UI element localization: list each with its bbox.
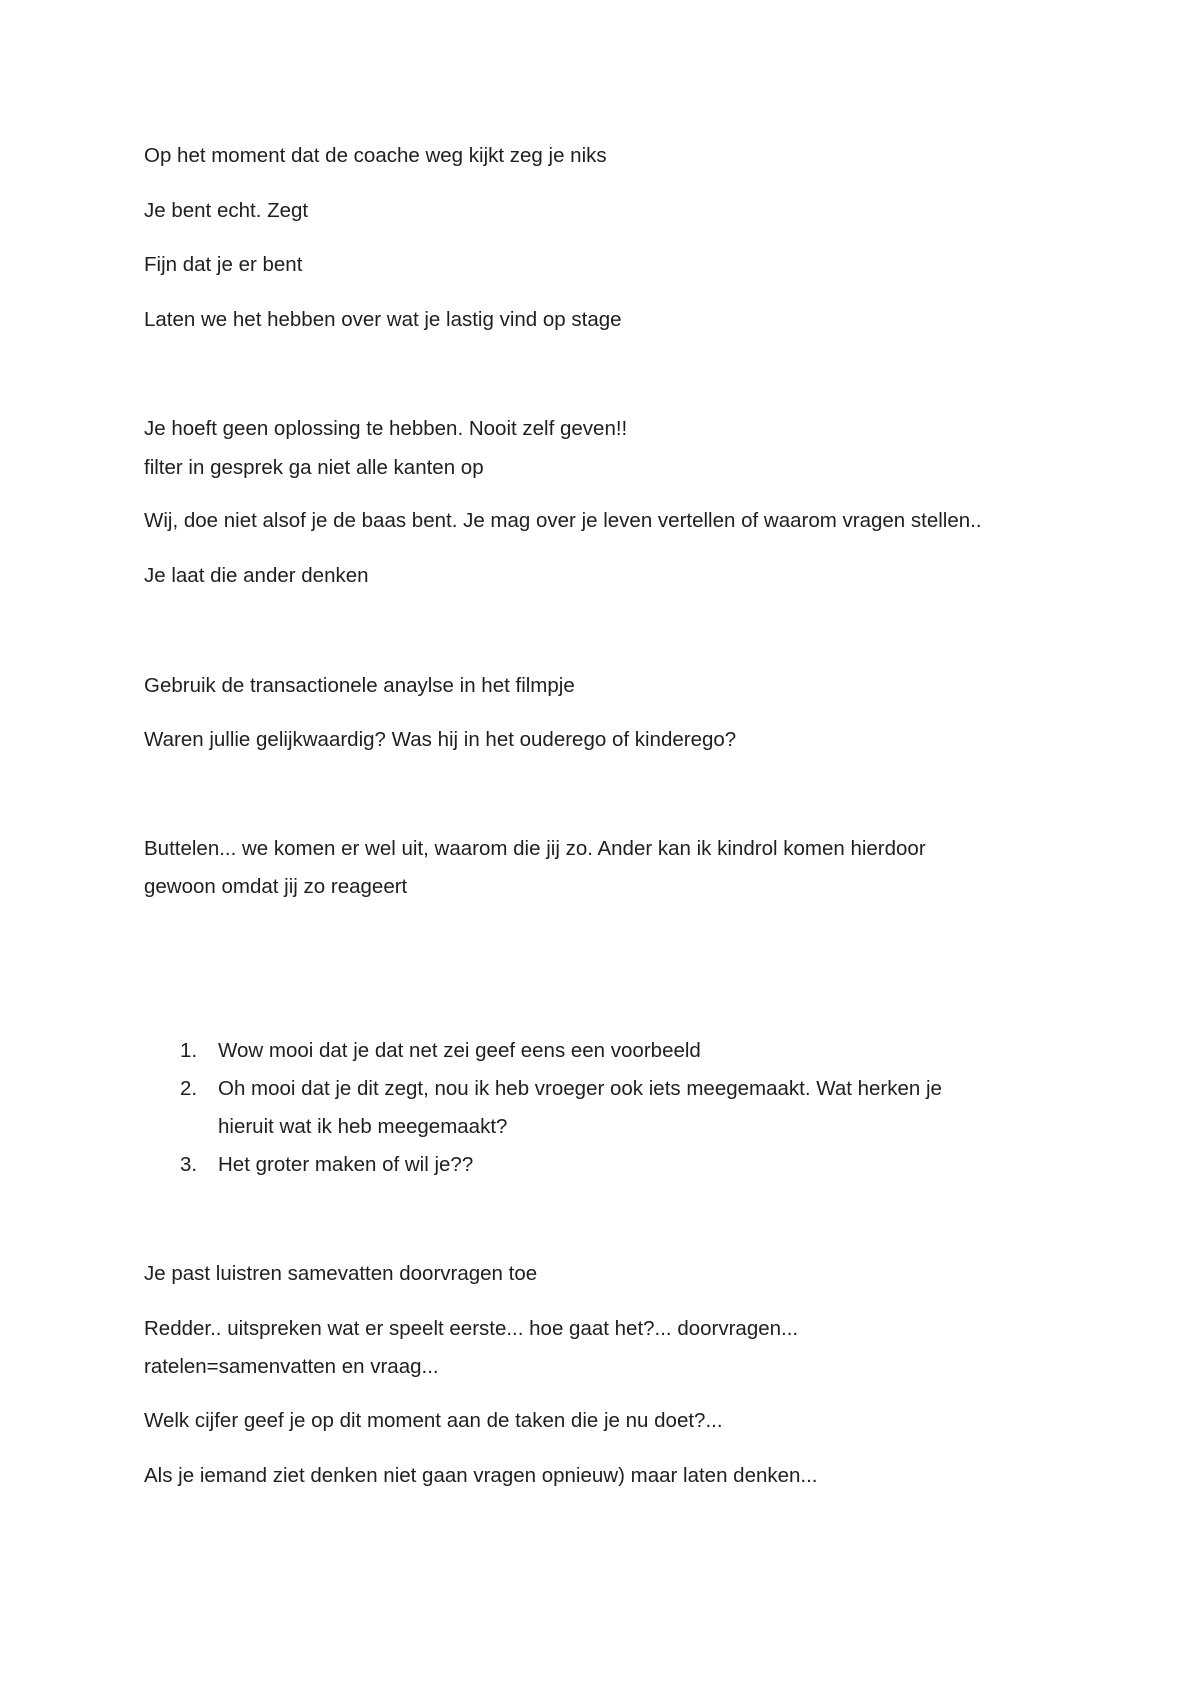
list-item-continuation	[180, 1108, 507, 1146]
paragraph: Laten we het hebben over wat je lastig vind op stage	[144, 308, 622, 331]
paragraph: Gebruik de transactionele anaylse in het filmpje	[144, 674, 575, 697]
paragraph: ratelen=samenvatten en vraag...	[144, 1355, 439, 1378]
list-number: 2.	[180, 1077, 198, 1100]
list-item	[180, 1032, 701, 1070]
list-number: 1.	[180, 1039, 198, 1062]
list-text: hieruit wat ik heb meegemaakt?	[218, 1115, 508, 1138]
paragraph: Je past luistren samevatten doorvragen toe	[144, 1262, 538, 1285]
list-text: Oh mooi dat je dit zegt, nou ik heb vroeger ook iets meegemaakt. Wat herken je	[218, 1077, 942, 1100]
paragraph: Je hoeft geen oplossing te hebben. Nooit zelf geven!!	[144, 417, 628, 440]
paragraph: Welk cijfer geef je op dit moment aan de taken die je nu doet?...	[144, 1409, 723, 1432]
paragraph: gewoon omdat jij zo reageert	[144, 875, 408, 898]
paragraph: Op het moment dat de coache weg kijkt zeg je niks	[144, 144, 607, 167]
paragraph: filter in gesprek ga niet alle kanten op	[144, 456, 484, 479]
paragraph: Waren jullie gelijkwaardig? Was hij in het ouderego of kinderego?	[144, 728, 737, 751]
list-item	[180, 1146, 473, 1184]
paragraph: Als je iemand ziet denken niet gaan vragen opnieuw) maar laten denken...	[144, 1464, 818, 1487]
paragraph: Wij, doe niet alsof je de baas bent. Je mag over je leven vertellen of waarom vragen stellen..	[144, 509, 982, 532]
paragraph: Buttelen... we komen er wel uit, waarom die jij zo. Ander kan ik kindrol komen hierdoor	[144, 837, 926, 860]
list-item	[180, 1070, 942, 1108]
paragraph: Je bent echt. Zegt	[144, 199, 309, 222]
list-text: Het groter maken of wil je??	[218, 1153, 474, 1176]
paragraph: Redder.. uitspreken wat er speelt eerste... hoe gaat het?... doorvragen...	[144, 1317, 799, 1340]
list-number: 3.	[180, 1153, 198, 1176]
list-text: Wow mooi dat je dat net zei geef eens een voorbeeld	[218, 1039, 701, 1062]
paragraph: Je laat die ander denken	[144, 564, 369, 587]
paragraph: Fijn dat je er bent	[144, 253, 303, 276]
